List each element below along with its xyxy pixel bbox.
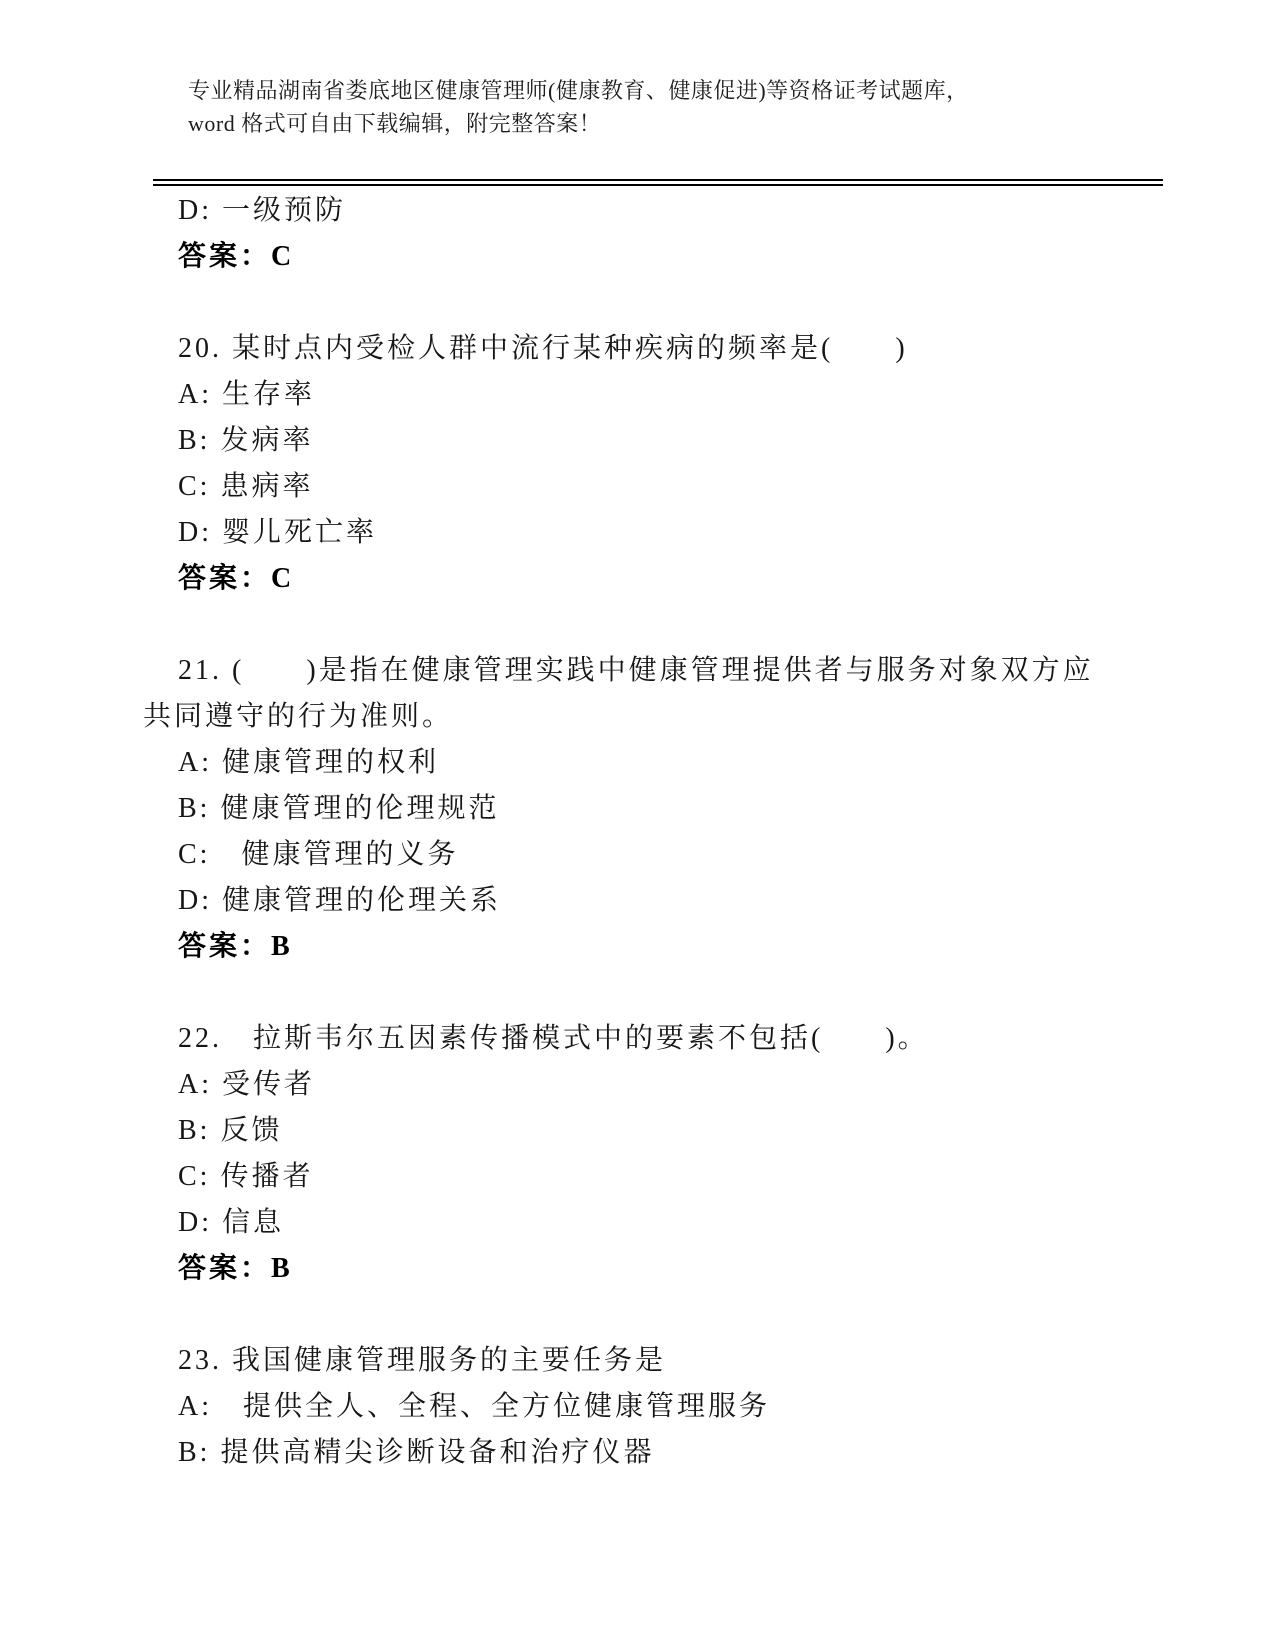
question-text: 23. 我国健康管理服务的主要任务是 bbox=[178, 1345, 667, 1376]
option-line: D: 婴儿死亡率 bbox=[178, 517, 378, 548]
option-line: D: 信息 bbox=[178, 1207, 285, 1238]
paragraph-spacer bbox=[0, 1292, 1275, 1338]
question-block bbox=[0, 1338, 1275, 1476]
question-block bbox=[0, 326, 1275, 648]
option-line: C: 患病率 bbox=[178, 471, 314, 502]
paragraph-spacer bbox=[0, 970, 1275, 1016]
header-line-2: word 格式可自由下载编辑，附完整答案！ bbox=[188, 111, 602, 136]
option-line: B: 健康管理的伦理规范 bbox=[178, 793, 500, 824]
answer-line: 答案：C bbox=[178, 563, 295, 594]
option-line: C: 健康管理的义务 bbox=[178, 839, 459, 870]
answer-line: 答案：B bbox=[178, 931, 293, 962]
option-line: A: 提供全人、全程、全方位健康管理服务 bbox=[178, 1391, 771, 1422]
option-line: A: 受传者 bbox=[178, 1069, 316, 1100]
document-body bbox=[0, 188, 1275, 1476]
document-header bbox=[188, 74, 969, 140]
option-line: D: 一级预防 bbox=[178, 195, 347, 226]
header-line-1: 专业精品湖南省娄底地区健康管理师(健康教育、健康促进)等资格证考试题库， bbox=[188, 78, 969, 103]
option-line: A: 健康管理的权利 bbox=[178, 747, 440, 778]
question-text: 22. 拉斯韦尔五因素传播模式中的要素不包括( )。 bbox=[178, 1023, 929, 1054]
question-text-continued: 共同遵守的行为准则。 bbox=[143, 701, 454, 732]
answer-line: 答案：B bbox=[178, 1253, 293, 1284]
option-line: C: 传播者 bbox=[178, 1161, 314, 1192]
header-divider-double-rule bbox=[153, 179, 1163, 186]
question-text: 20. 某时点内受检人群中流行某种疾病的频率是( ) bbox=[178, 333, 908, 364]
option-line: A: 生存率 bbox=[178, 379, 316, 410]
option-line: B: 反馈 bbox=[178, 1115, 283, 1146]
question-block bbox=[0, 648, 1275, 1016]
question-block bbox=[0, 188, 1275, 326]
paragraph-spacer bbox=[0, 602, 1275, 648]
answer-line: 答案：C bbox=[178, 241, 295, 272]
question-text: 21. ( )是指在健康管理实践中健康管理提供者与服务对象双方应 bbox=[178, 655, 1094, 686]
option-line: B: 提供高精尖诊断设备和治疗仪器 bbox=[178, 1437, 655, 1468]
paragraph-spacer bbox=[0, 280, 1275, 326]
question-block bbox=[0, 1016, 1275, 1338]
option-line: D: 健康管理的伦理关系 bbox=[178, 885, 502, 916]
option-line: B: 发病率 bbox=[178, 425, 314, 456]
